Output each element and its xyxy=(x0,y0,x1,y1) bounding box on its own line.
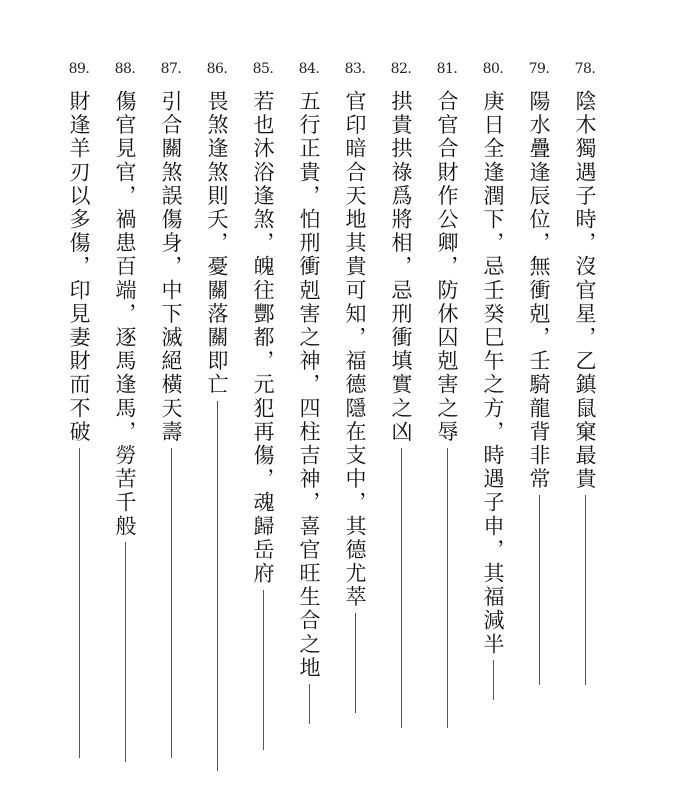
verse-text: 財逢羊刃以多傷，印見妻財而不破 xyxy=(67,90,91,444)
verse-number: 84. xyxy=(298,61,320,77)
verse-number: 87. xyxy=(160,61,182,77)
verse-number: 81. xyxy=(436,61,458,77)
verse-number: 83. xyxy=(344,61,366,77)
verse-number: 79. xyxy=(528,61,550,77)
end-rule xyxy=(585,495,586,685)
verse-text: 畏煞逢煞則夭，憂關落關即亡 xyxy=(205,90,229,397)
end-rule xyxy=(401,448,402,728)
verse-number: 86. xyxy=(206,61,228,77)
end-rule xyxy=(217,401,218,771)
verse-text: 五行正貴，怕刑衝剋害之神，四柱吉神，喜官旺生合之地 xyxy=(297,90,321,680)
verse-column xyxy=(478,56,508,700)
verse-number: 82. xyxy=(390,61,412,77)
verse-column xyxy=(294,56,324,724)
verse-text: 引合關煞誤傷身，中下滅絕橫天壽 xyxy=(159,90,183,444)
end-rule xyxy=(125,542,126,762)
verse-column xyxy=(202,56,232,771)
end-rule xyxy=(355,613,356,713)
verse-text: 官印暗合天地其貴可知，福德隱在支中，其德尤萃 xyxy=(343,90,367,610)
verse-text: 陰木獨遇子時，沒官星，乙鎮鼠窠最貴 xyxy=(573,90,597,492)
verse-column xyxy=(110,56,140,762)
verse-text: 合官合財作公卿，防休囚剋害之辱 xyxy=(435,90,459,444)
verse-column xyxy=(340,56,370,713)
end-rule xyxy=(79,448,80,758)
verse-column xyxy=(432,56,462,728)
end-rule xyxy=(493,660,494,700)
end-rule xyxy=(263,590,264,750)
verse-column xyxy=(64,56,94,758)
verse-text: 陽水疊逢辰位，無衝剋，壬騎龍背非常 xyxy=(527,90,551,492)
verse-number: 80. xyxy=(482,61,504,77)
end-rule xyxy=(539,495,540,685)
end-rule xyxy=(309,684,310,724)
end-rule xyxy=(447,448,448,728)
verse-text: 庚日全逢潤下，忌壬癸巳午之方，時遇子申，其福減半 xyxy=(481,90,505,657)
verse-text: 傷官見官，禍患百端，逐馬逢馬，勞苦千般 xyxy=(113,90,137,539)
verse-column xyxy=(524,56,554,685)
verse-column xyxy=(386,56,416,728)
end-rule xyxy=(171,448,172,758)
verse-text: 拱貴拱祿爲將相，忌刑衝填實之凶 xyxy=(389,90,413,444)
verse-number: 89. xyxy=(68,61,90,77)
verse-number: 78. xyxy=(574,61,596,77)
verse-column xyxy=(248,56,278,750)
verse-number: 85. xyxy=(252,61,274,77)
verse-text: 若也沐浴逢煞，魄往酆都，元犯再傷，魂歸岳府 xyxy=(251,90,275,586)
verse-column xyxy=(156,56,186,758)
verse-column xyxy=(570,56,600,685)
verse-number: 88. xyxy=(114,61,136,77)
